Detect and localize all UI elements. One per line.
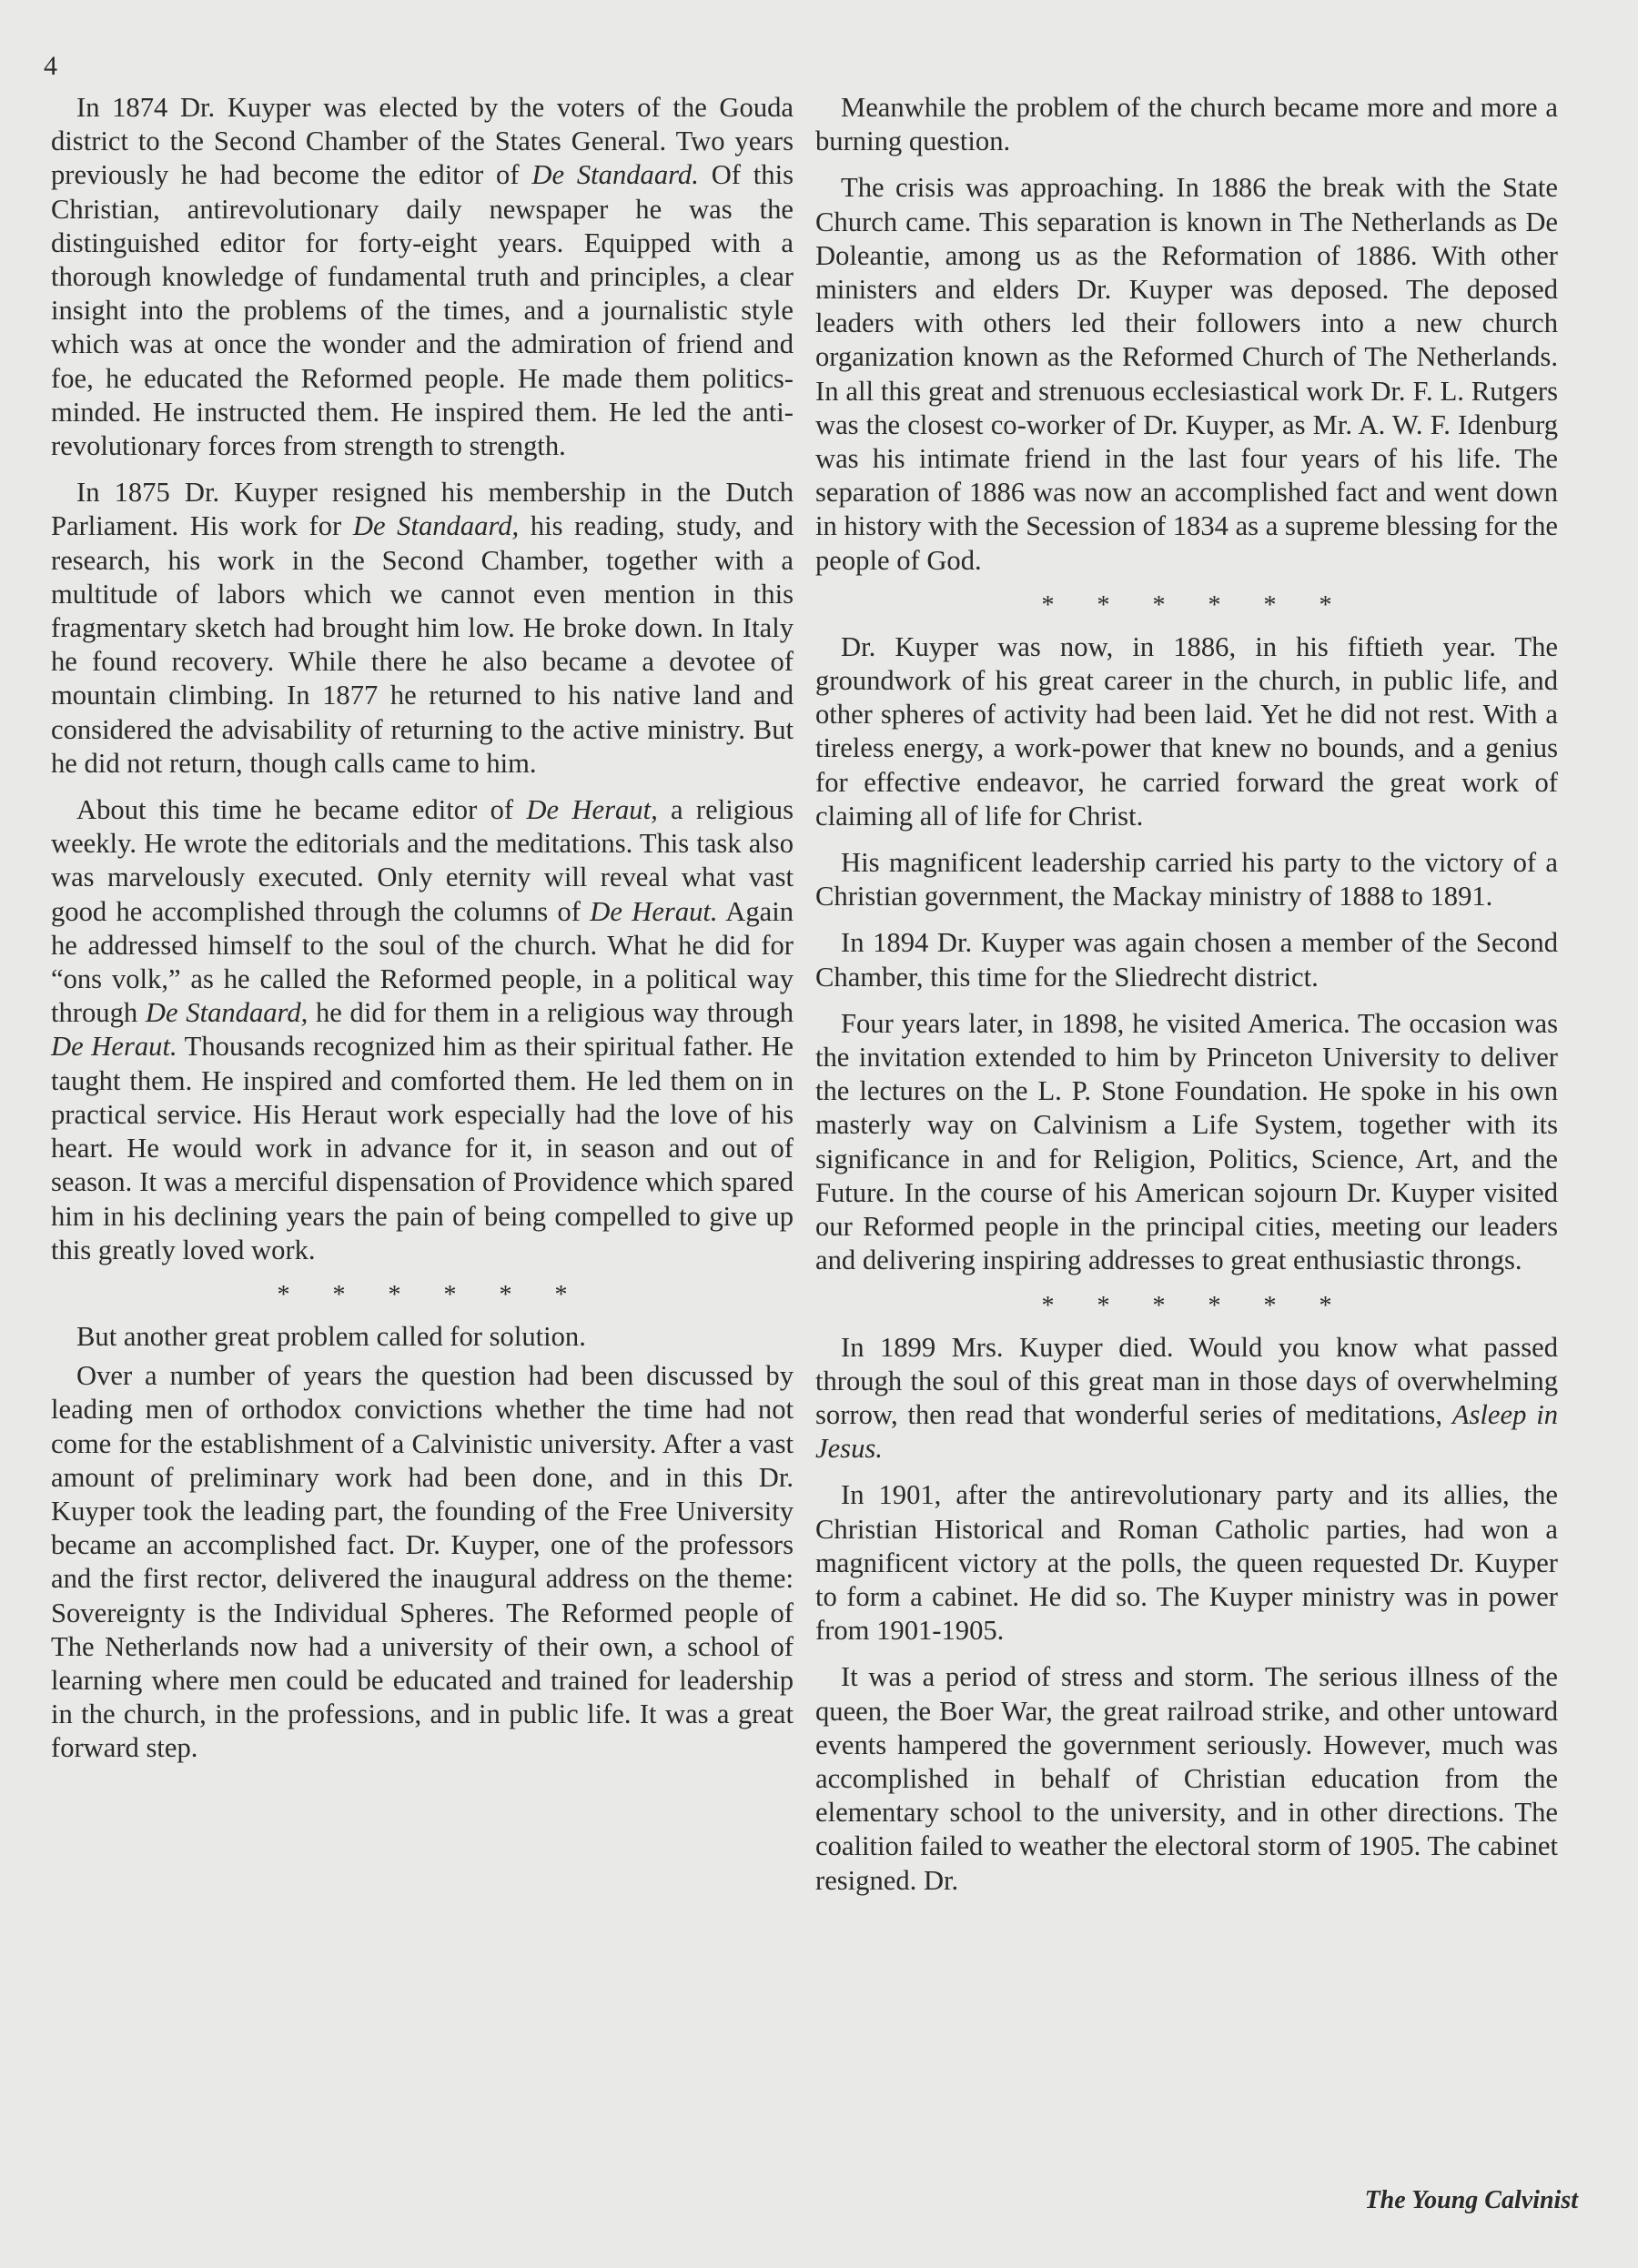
paragraph-de-heraut-editor: About this time he became editor of De Heraut, a religious weekly. He wrote the editorials and the meditations. This task also was marvelously executed. Only eternity will reveal what vast good he accomplished through the columns of De Heraut. Again he addressed himself to the soul of the church. What he did for “ons volk,” as he called the Reformed people, in a political way through De Standaard, he did for them in a religious way through De Heraut. Thousands recognized him as their spiritual father. He taught them. He inspired and comforted them. He led them on in practical service. His Heraut work especially had the love of his heart. He would work in advance for it, in season and out of season. It was a merciful dispensation of Providence which spared him in his declining years the pain of being compelled to give up this greatly loved work.	[51, 794, 794, 1265]
section-separator: * * * * * *	[277, 1280, 586, 1309]
paragraph-fiftieth-year: Dr. Kuyper was now, in 1886, in his fiftieth year. The groundwork of his great career in the church, in public life, and other spheres of activity had been laid. Yet he did not rest. With a tireless energy, a work-power that knew no bounds, and a genius for effective endeavor, he carried forward the great work of claiming all of life for Christ.	[815, 630, 1558, 832]
paragraph-mackay-ministry: His magnificent leadership carried his party to the victory of a Christian government, the Mackay ministry of 1888 to 1891.	[815, 847, 1558, 912]
paragraph-free-university: Over a number of years the question had been discussed by leading men of orthodox convictions whether the time had not come for the establishment of a Calvinistic university. After a vast amount of preliminary work had been done, and in this Dr. Kuyper took the leading part, the founding of the Free University became an accomplished fact. Dr. Kuyper, one of the professors and the first rector, delivered the inaugural address on the theme: Sovereignty is the Individual Spheres. The Reformed people of The Netherlands now had a university of their own, a school of learning where men could be educated and trained for leadership in the church, in the professions, and in public life. It was a great forward step.	[51, 1360, 794, 1764]
paragraph-stress-and-storm: It was a period of stress and storm. The serious illness of the queen, the Boer War, the great railroad strike, and other untoward events hampered the government seriously. However, much was accomplished in behalf of Christian education from the elementary school to the university, and in other directions. The coalition failed to weather the electoral storm of 1905. The cabinet resigned. Dr.	[815, 1661, 1558, 1896]
paragraph-resigned-parliament-1875: In 1875 Dr. Kuyper resigned his membership in the Dutch Parliament. His work for De Standaard, his reading, study, and research, his work in the Second Chamber, together with a multitude of labors which we cannot even mention in this fragmentary sketch had brought him low. He broke down. In Italy he found recovery. While there he also became a devotee of mountain climbing. In 1877 he returned to his native land and considered the advisability of returning to the active ministry. But he did not return, though calls came to him.	[51, 477, 794, 779]
paragraph-sliedrecht-1894: In 1894 Dr. Kuyper was again chosen a member of the Second Chamber, this time for the Sliedrecht district.	[815, 927, 1558, 993]
publication-footer: The Young Calvinist	[1364, 2186, 1578, 2214]
right-column	[815, 91, 1558, 1910]
paragraph-cabinet-1901: In 1901, after the antirevolutionary party and its allies, the Christian Historical and Roman Catholic parties, had won a magnificent victory at the polls, the queen requested Dr. Kuyper to form a cabinet. He did so. The Kuyper ministry was in power from 1901-1905.	[815, 1479, 1558, 1647]
paragraph-another-problem: But another great problem called for solution.	[76, 1320, 586, 1352]
paragraph-kuyper-elected-1874: In 1874 Dr. Kuyper was elected by the voters of the Gouda district to the Second Chamber of the States General. Two years previously he had become the editor of De Standaard. Of this Christian, antirevolutionary daily newspaper he was the distinguished editor for forty-eight years. Equipped with a thorough knowledge of fundamental truth and principles, a clear insight into the problems of the times, and a journalistic style which was at once the wonder and the admiration of friend and foe, he educated the Reformed people. He made them politics-minded. He instructed them. He inspired them. He led the antirevolutionary forces from strength to strength.	[51, 92, 794, 462]
paragraph-america-1898: Four years later, in 1898, he visited America. The occasion was the invitation extended to him by Princeton University to deliver the lectures on the L. P. Stone Foundation. He spoke in his own masterly way on Calvinism a Life System, together with its significance in and for Religion, Politics, Science, Art, and the Future. In the course of his American sojourn Dr. Kuyper visited our Reformed people in the principal cities, meeting our leaders and delivering inspiring addresses to great enthusiastic throngs.	[815, 1007, 1558, 1276]
section-separator: * * * * * *	[1041, 1291, 1350, 1320]
paragraph-crisis-1886: The crisis was approaching. In 1886 the break with the State Church came. This separation is known in The Netherlands as De Doleantie, among us as the Reformation of 1886. With other ministers and elders Dr. Kuyper was deposed. The deposed leaders with others led their followers into a new church organization known as the Reformed Church of The Netherlands. In all this great and strenuous ecclesiastical work Dr. F. L. Rutgers was the closest co-worker of Dr. Kuyper, as Mr. A. W. F. Idenburg was his intimate friend in the last four years of his life. The separation of 1886 was now an accomplished fact and went down in history with the Secession of 1834 as a supreme blessing for the people of God.	[815, 172, 1558, 576]
section-separator: * * * * * *	[1041, 590, 1350, 620]
left-column	[51, 91, 794, 1779]
paragraph-church-problem: Meanwhile the problem of the church became more and more a burning question.	[815, 92, 1558, 157]
page-number: 4	[44, 51, 57, 81]
paragraph-mrs-kuyper-died: In 1899 Mrs. Kuyper died. Would you know what passed through the soul of this great man in those days of overwhelming sorrow, then read that wonderful series of meditations, Asleep in Jesus.	[815, 1331, 1558, 1465]
